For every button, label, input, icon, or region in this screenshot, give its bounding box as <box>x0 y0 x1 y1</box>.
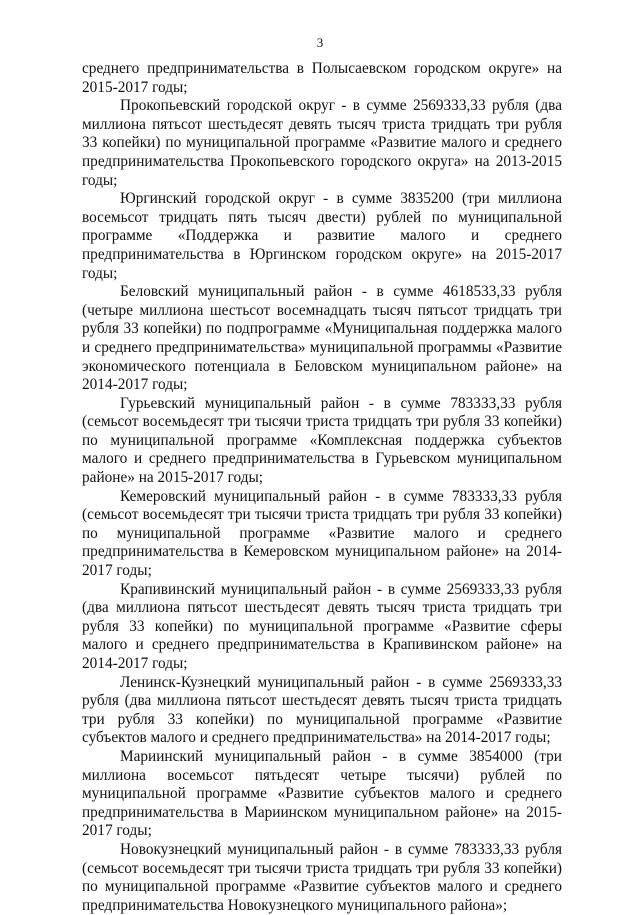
document-body <box>82 60 562 915</box>
paragraph-polysaevo-continuation: среднего предпринимательства в Полысаевском городском округе» на 2015-2017 годы; <box>82 60 562 96</box>
paragraph-kemerovo: Кемеровский муниципальный район - в сумме 783333,33 рубля (семьсот восемьдесят три тысячи триста тридцать три рубля 33 копейки) по муниципальной программе «Развитие малого и среднего предпринимательства в Кемеровском муниципальном районе» на 2014-2017 годы; <box>82 487 562 580</box>
paragraph-yurga: Юргинский городской округ - в сумме 3835200 (три миллиона восемьсот тридцать пять тысяч двести) рублей по муниципальной программе «Поддержка и развитие малого и среднего предпринимательства в Юргинском городском округе» на 2015-2017 годы; <box>82 190 562 282</box>
paragraph-krapivinsky: Крапивинский муниципальный район - в сумме 2569333,33 рубля (два миллиона пятьсот шестьдесят девять тысяч триста тридцать три рубля 33 копейки) по муниципальной программе «Развитие сферы малого и среднего предпринимательства в Крапивинском районе» на 2014-2017 годы; <box>82 580 562 672</box>
paragraph-mariinsk: Мариинский муниципальный район - в сумме 3854000 (три миллиона восемьсот пятьдесят четыре тысячи) рублей по муниципальной программе «Развитие субъектов малого и среднего предпринимательства в Мариинском муниципальном районе» на 2015-2017 годы; <box>82 747 562 840</box>
paragraph-prokopyevsk: Прокопьевский городской округ - в сумме 2569333,33 рубля (два миллиона пятьсот шестьдесят девять тысяч триста тридцать три рубля 33 копейки) по муниципальной программе «Развитие малого и среднего предпринимательства Прокопьевского городского округа» на 2013-2015 годы; <box>82 97 562 189</box>
paragraph-leninsk-kuznetsky: Ленинск-Кузнецкий муниципальный район - в сумме 2569333,33 рубля (два миллиона пятьсот шестьдесят девять тысяч триста тридцать три рубля 33 копейки) по муниципальной программе «Развитие субъектов малого и среднего предпринимательства» на 2014-2017 годы; <box>82 673 562 747</box>
paragraph-guryevsk: Гурьевский муниципальный район - в сумме 783333,33 рубля (семьсот восемьдесят три тысячи триста тридцать три рубля 33 копейки) по муниципальной программе «Комплексная поддержка субъектов малого и среднего предпринимательства в Гурьевском муниципальном районе» на 2015-2017 годы; <box>82 394 562 487</box>
paragraph-belovo: Беловский муниципальный район - в сумме 4618533,33 рубля (четыре миллиона шестьсот восемнадцать тысяч пятьсот тридцать три рубля 33 копейки) по подпрограмме «Муниципальная поддержка малого и среднего предпринимательства» муниципальной программы «Развитие экономического потенциала в Беловском муниципальном районе» на 2014-2017 годы; <box>82 283 562 394</box>
page-number: 3 <box>316 35 324 50</box>
paragraph-novokuznetsk: Новокузнецкий муниципальный район - в сумме 783333,33 рубля (семьсот восемьдесят три тысячи триста тридцать три рубля 33 копейки) по муниципальной программе «Развитие субъектов малого и среднего предпринимательства Новокузнецкого муниципального района»; <box>82 840 562 914</box>
